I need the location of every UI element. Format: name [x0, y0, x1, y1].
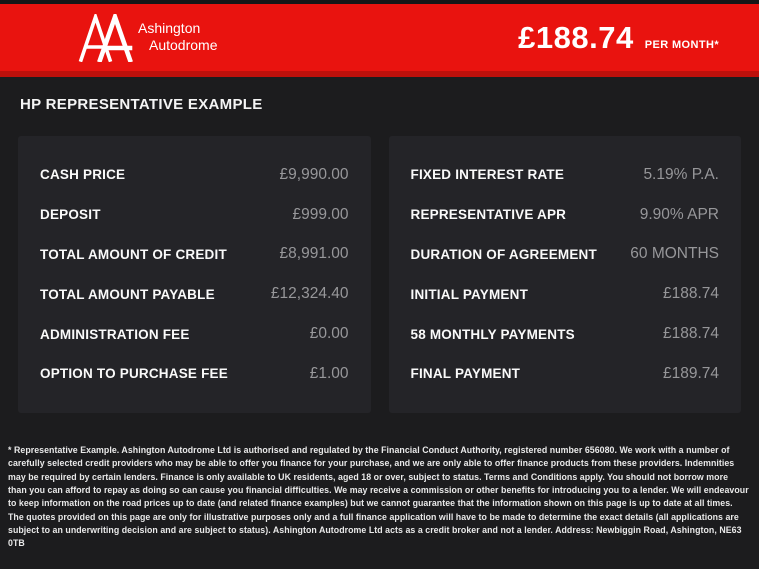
row-value: £189.74: [662, 364, 719, 382]
row-label: TOTAL AMOUNT PAYABLE: [40, 286, 215, 302]
monthly-price-amount: £188.74: [518, 19, 634, 55]
table-row: [40, 314, 349, 354]
legal-disclaimer: * Representative Example. Ashington Autodrome Ltd is authorised and regulated by the Financial Conduct Authority, registered number 656080. We work with a number of carefully selected credit providers who may be able to offer you finance for your purchase, and we are only able to offer finance products from these providers. Indemnities may be required by certain lenders. Finance is only available to UK residents, aged 18 or over, subject to status. Terms and Conditions apply. You should not borrow more than you can afford to repay as doing so can cause you financial difficulties. We may receive a commission or other benefits for introducing you to a lender. We will endeavour to keep information on the road prices up to date (and related finance examples) but we cannot guarantee that the information shown on this page is up to date at all times. The quotes provided on this page are only for illustrative purposes only and a full finance application will have to be made to determine the exact details (all applications are subject to an underwriting decision and are subject to status). Ashington Autodrome Ltd acts as a credit broker and not a lender. Address: Newbiggin Road, Ashington, NE63 0TB: [8, 444, 749, 549]
row-value: £0.00: [309, 325, 349, 343]
finance-panel-right: [389, 136, 742, 413]
row-label: DURATION OF AGREEMENT: [410, 246, 597, 262]
row-label: DEPOSIT: [40, 207, 101, 223]
aa-monogram-icon: [78, 14, 136, 62]
row-value: 60 MONTHS: [630, 245, 719, 263]
row-value: £188.74: [662, 325, 719, 343]
dealer-name-line1: Ashington: [138, 19, 201, 36]
row-label: CASH PRICE: [40, 167, 126, 183]
row-value: 9.90% APR: [639, 205, 719, 223]
row-label: INITIAL PAYMENT: [410, 286, 529, 302]
table-row: [411, 274, 720, 314]
row-label: OPTION TO PURCHASE FEE: [40, 366, 228, 382]
table-row: [40, 235, 349, 275]
row-label: REPRESENTATIVE APR: [410, 207, 567, 223]
table-row: [411, 195, 720, 235]
finance-panel-left: [18, 136, 371, 413]
row-label: ADMINISTRATION FEE: [40, 326, 190, 342]
table-row: [40, 274, 349, 314]
table-row: [40, 354, 349, 394]
row-value: £12,324.40: [270, 285, 349, 303]
table-row: [411, 314, 720, 354]
row-value: £8,991.00: [279, 245, 349, 263]
dealer-name: [138, 20, 217, 54]
monthly-price-suffix: PER MONTH*: [644, 38, 719, 51]
table-row: [411, 354, 720, 394]
table-row: [40, 195, 349, 235]
table-row: [411, 235, 720, 275]
dealer-name-line2: Autodrome: [149, 36, 218, 53]
table-row: [411, 155, 720, 195]
row-label: 58 MONTHLY PAYMENTS: [410, 326, 575, 342]
row-label: FINAL PAYMENT: [410, 366, 521, 382]
table-row: [40, 155, 349, 195]
row-value: £1.00: [309, 364, 349, 382]
row-value: 5.19% P.A.: [643, 165, 719, 183]
row-label: FIXED INTEREST RATE: [410, 167, 565, 183]
page-title: HP REPRESENTATIVE EXAMPLE: [20, 96, 263, 113]
dealer-logo[interactable]: [78, 14, 217, 62]
row-value: £999.00: [292, 205, 349, 223]
row-value: £9,990.00: [279, 165, 349, 183]
finance-panels: [18, 136, 741, 413]
header-bar: [0, 4, 759, 77]
monthly-price: [518, 20, 737, 56]
row-value: £188.74: [662, 285, 719, 303]
row-label: TOTAL AMOUNT OF CREDIT: [40, 246, 227, 262]
